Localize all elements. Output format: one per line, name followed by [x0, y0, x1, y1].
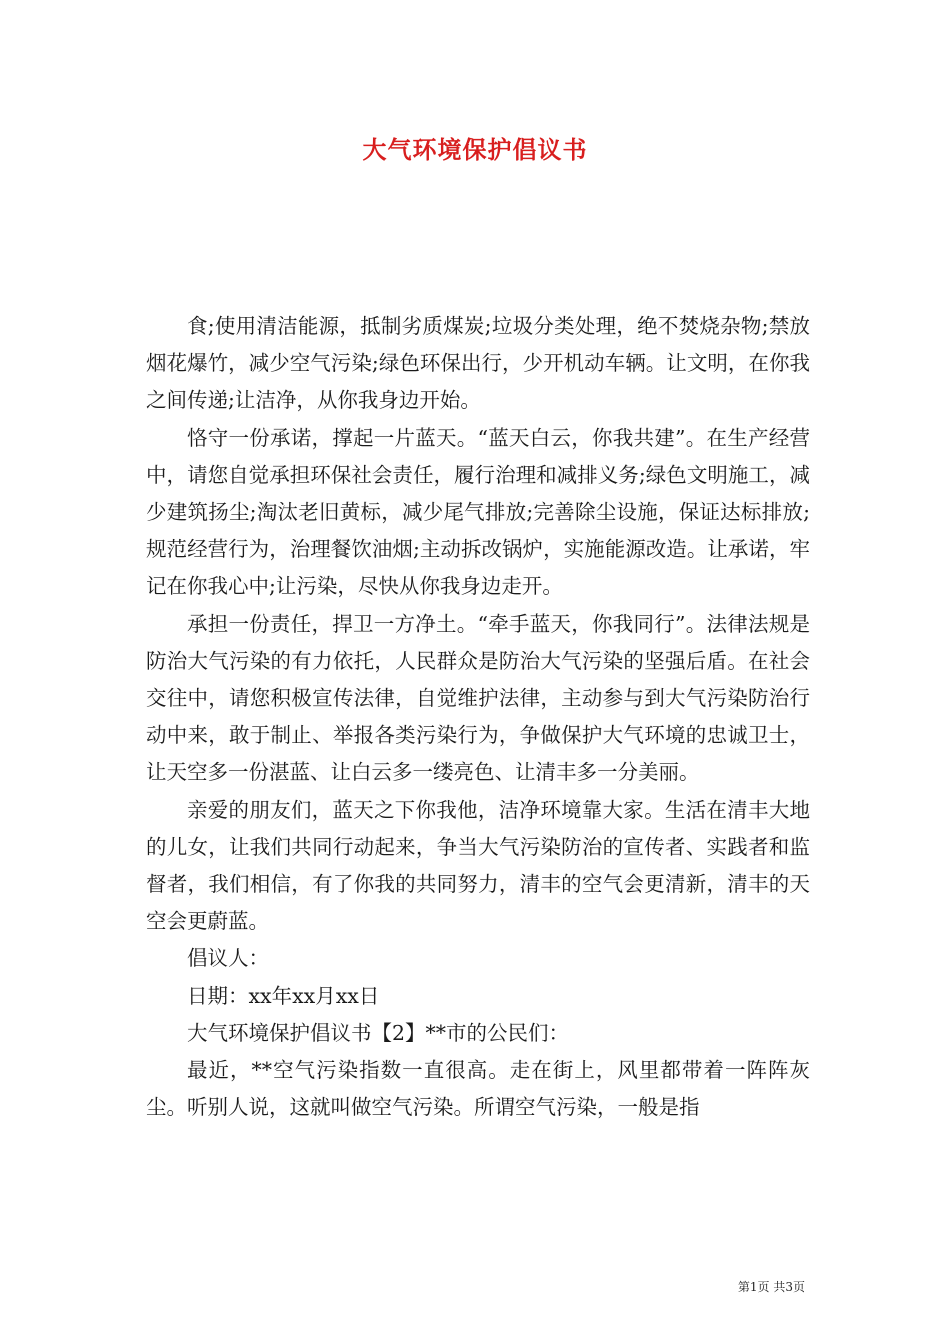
paragraph: 恪守一份承诺，撑起一片蓝天。“蓝天白云，你我共建”。在生产经营中，请您自觉承担环保社会责任，履行治理和减排义务;绿色文明施工，减少建筑扬尘;淘汰老旧黄标，减少尾气排放;完善除尘设施，保证达标排放;规范经营行为，治理餐饮油烟;主动拆改锅炉，实施能源改造。让承诺，牢记在你我心中;让污染，尽快从你我身边走开。 — [146, 425, 810, 599]
paragraph: 大气环境保护倡议书【2】**市的公民们： — [187, 1020, 570, 1045]
paragraph: 食;使用清洁能源，抵制劣质煤炭;垃圾分类处理，绝不焚烧杂物;禁放烟花爆竹，减少空气污染;绿色环保出行，少开机动车辆。让文明，在你我之间传递;让洁净，从你我身边开始。 — [146, 314, 810, 413]
document-body — [146, 308, 810, 1126]
paragraph: 亲爱的朋友们，蓝天之下你我他，洁净环境靠大家。生活在清丰大地的儿女，让我们共同行动起来，争当大气污染防治的宣传者、实践者和监督者，我们相信，有了你我的共同努力，清丰的空气会更清新，清丰的天空会更蔚蓝。 — [146, 797, 810, 934]
page-title: 大气环境保护倡议书 — [362, 135, 588, 164]
date-line: 日期：xx年xx月xx日 — [187, 983, 380, 1008]
signature-line: 倡议人： — [187, 946, 269, 971]
paragraph: 承担一份责任，捍卫一方净土。“牵手蓝天，你我同行”。法律法规是防治大气污染的有力依托，人民群众是防治大气污染的坚强后盾。在社会交往中，请您积极宣传法律，自觉维护法律，主动参与到大气污染防治行动中来，敢于制止、举报各类污染行为，争做保护大气环境的忠诚卫士，让天空多一份湛蓝、让白云多一缕亮色、让清丰多一分美丽。 — [146, 611, 810, 785]
paragraph: 最近，**空气污染指数一直很高。走在街上，风里都带着一阵阵灰尘。听别人说，这就叫做空气污染。所谓空气污染，一般是指 — [146, 1058, 810, 1120]
page-number: 第1页 共3页 — [737, 1280, 805, 1294]
